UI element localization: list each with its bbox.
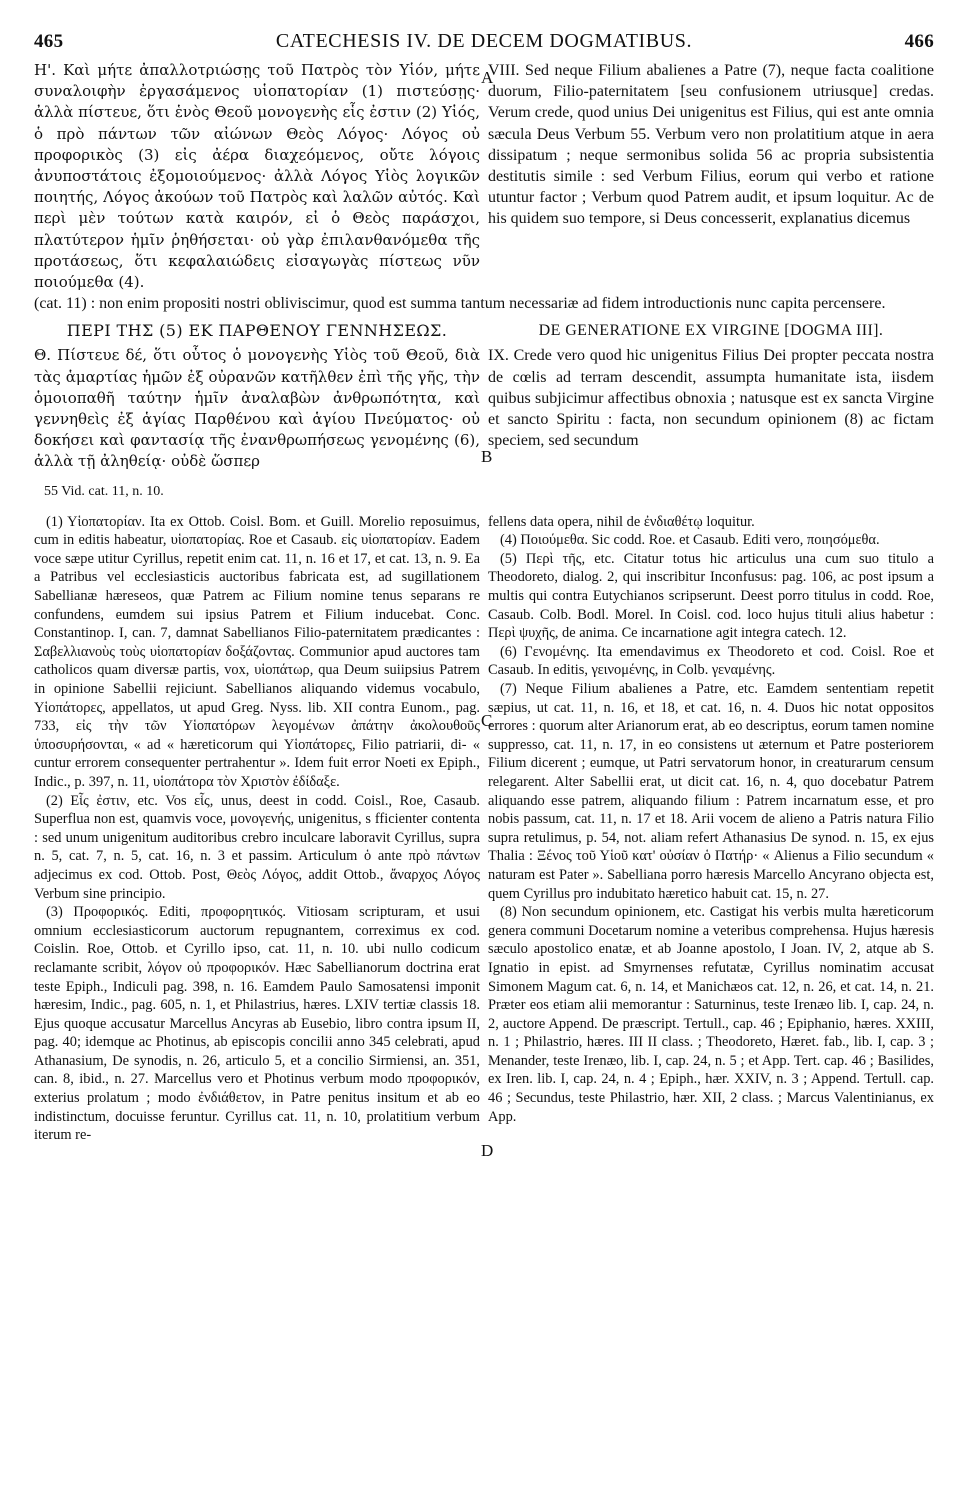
section9-headings	[34, 314, 934, 345]
section8-latin: VIII. Sed neque Filium abalienes a Patre (7), neque facta coalitione duorum, Filio-paternitatem [seu confusionem utriusque] credas. Verum crede, quod unius Dei unigenitus est Filius, qui est ante omnia sæcula Deus Verbum 55. Verbum vero non prolatitium atque in aera dissipatum ; neque sermonibus solida 56 ac propria subsistentia destitutis simile : sed Verbum Filius, eorum qui verbo et ratione utuntur factor ; Verbum quod Patrem audit, et ipsum loquitur. Ac de his quidem suo tempore, si Deus concesserit, explanatius dicemus	[488, 62, 934, 228]
section9-greek-heading: ΠΕΡΙ ΤΗΣ (5) ΕΚ ΠΑΡΘΕΝΟΥ ΓΕΝΝΗΣΕΩΣ.	[66, 321, 448, 341]
note-1: (1) Υἱοπατορίαν. Ita ex Ottob. Coisl. Bom. et Guill. Morelio reposuimus, cum in editis habeatur, υἱοπατορίας. Roe et Casaub. εἰς υἱοπατορίαν. Eadem voce sæpe utitur Cyrillus, repetit enim cat. 11, n. 16 et 17, et cat. 13, n. 9. Ea a Patribus vel ecclesiasticis auctoribus fabricata est, ad sugillationem Sabellianæ hæreseos, quæ Patrem ac Filium nomine tenus separans re confundens, eumdem sui ipsius Patrem et Filium inducebat. Conc. Constantinop. I, can. 7, damnat Sabellianos Filio-paternitatem prædicantes : Σαβελλιανοὺς τοὺς υἱοπατορίαν δοξάζοντας. Communior apud auctores tam catholicos quam diversæ partis, vox, υἱοπάτωρ, qua Deum suiipsius Patrem in opinione Sabellii rejiciunt. Sabellianos aliquando videmus vocabulo, Υἱοπάτορες, appellatos, ut apud Greg. Nyss. lib. XII contra Eunom., pag. 733, εἰς τὴν τῶν Υἱοπατόρων λεγομένων ἀπάτην ἀκολουθοῦς ὑποσυρήσονται, « ad « hæreticorum qui Υἱοπάτορες, Filio patriarii, di- « cuntur errorem consequenter pertrahentur ». Idem fuit error Noeti ex Epiph., Indic., p. 397, n. 11, υἱοπάτορα τὸν Χριστὸν ἐδίδαξε.	[34, 513, 480, 790]
footnote-55: 55 Vid. cat. 11, n. 10.	[44, 483, 164, 499]
section9-greek: Θ. Πίστευε δέ, ὅτι οὗτος ὁ μονογενὴς Υἱὸς τοῦ Θεοῦ, διὰ τὰς ἁμαρτίας ἡμῶν ἐξ οὐρανῶν κατῆλθεν ἐπὶ τῆς γῆς, τὴν ὁμοιοπαθῆ ταύτην ἡμῖν ἀναλαβὼν ἀνθρωπότητα, καὶ γεννηθεὶς ἐξ ἁγίας Παρθένου καὶ ἁγίου Πνεύματος· οὐ δοκήσει καὶ φαντασίᾳ τῆς ἐνανθρωπήσεως γενομένης (6), ἀλλὰ τῇ ἀληθείᾳ· οὐδὲ ὥσπερ	[34, 346, 480, 471]
right-page-number: 466	[904, 31, 934, 52]
note-3-continuation: fellens data opera, nihil de ἐνδιαθέτῳ loquitur.	[488, 513, 755, 530]
note-8: (8) Non secundum opinionem, etc. Castigat his verbis multa hæreticorum genera communi Docetarum nomine a veteribus comprehensa. Hujus hæresis sæculo apostolico enatæ, et ab Joanne apostolo, I Joan. IV, 2, atque ab S. Ignatio in epist. ad Smyrnenses refutatæ, Cyrillus nominatim accusat Simonem Magum cat. 6, n. 14, et Manichæos cat. 12, n. 26, et cat. 14, n. 21. Præter eos etiam alii memorantur : Saturninus, teste Irenæo lib. I, cap. 24, n. 2, auctore Append. De præscript. Tertull., cap. 46 ; Epiphanio, hæres. XXIII, n. 1 ; Philastrio, hæres. III II class. ; Theodoreto, Hæret. fab., lib. I, cap. 3 ; Menander, teste Irenæo, lib. I, cap. 24, n. 5 ; et App. Tert. cap. 46 ; Basilides, ex Iren. lib. I, cap. 24, n. 4 ; Epiph., hær. XXIV, n. 3 ; Append. Tertull. cap. 46 ; Secundus, teste Philastrio, hær. XII, 2 class. ; Marcus Valentinianus, ex App.	[488, 904, 934, 1125]
section8-columns	[34, 60, 934, 293]
note-2: (2) Εἷς ἐστιν, etc. Vos εἷς, unus, deest in codd. Coisl., Roe, Casaub. Superflua non est, quamvis voce, μονογενής, unigenitus, s fficienter contenta : sed unum unigenitum auditoribus crebro inculcare laboravit Cyrillus, supra n. 5, cat. 7, n. 5, cat. 16, n. 3 et passim. Articulum ὁ ante πρὸ πάντων adjecimus ex cod. Ottob. Post, Θεὸς Λόγος, addit Ottob., ἄναρχος Λόγος Verbum sine principio.	[34, 792, 480, 902]
running-header	[34, 30, 934, 60]
notes-columns	[34, 513, 934, 1160]
note-5: (5) Περὶ τῆς, etc. Citatur totus hic articulus una cum suo titulo a Theodoreto, dialog. 2, qui inscribitur Inconfusus: pag. 106, ac post ipsum a multis qui contra Eutychianos scripserunt. Deest porro titulus in codd. Roe, Casaub. Colb. Bodl. Morel. In Coisl. cod. loco hujus tituli alius habetur : Περὶ ψυχῆς, de anima. Ce incarnatione agit integra catech. 12.	[488, 550, 934, 642]
note-4: (4) Ποιούμεθα. Sic codd. Roe. et Casaub. Editi vero, ποιησόμεθα.	[500, 532, 880, 549]
left-page-number: 465	[34, 31, 64, 52]
notes-right	[488, 513, 934, 1145]
margin-letter-c: C	[481, 710, 493, 730]
note-7: (7) Neque Filium abalienes a Patre, etc. Eamdem sententiam repetit sæpius, ut cat. 11, n. 16, et 18, et cat. 16, n. 4. Duos hic notat oppositos errores : quorum alter Arianorum erat, ab eo descriptus, eorum tamen nomine suppresso, cat. 11, n. 17, in eo consistens ut æternum et Patre posteriorem Filium dicerent ; eumque, ut Patri servatorum honor, in creaturarum censum relegarent. Alter Sabellii erat, ut dicit cat. 16, n. 4, quo docebatur Patrem aliquando esse patrem, aliquando filium : Patrem incarnatum esse, et pro nobis passum, cat. 11, n. 17 et 18. Arii vocem de alieno a Patris natura Filio supra retulimus, p. 54, not. aliam refert Athanasius De synod. n. 15, ex ejus Thalia : Ξένος τοῦ Υἱοῦ κατ' οὐσίαν ὁ Πατήρ· « Alienus a Filio secundum « naturam est Pater ». Sabelliana porro hæresis Marcello Ancyrano objecta est, quem Cyrillus pro indubitato hæretico habuit cat. 15, n. 27.	[488, 681, 934, 902]
section8-greek: Η'. Καὶ μήτε ἀπαλλοτριώσῃς τοῦ Πατρὸς τὸν Υἱόν, μήτε συναλοιφὴν ἐργασάμενος υἱοπατορίαν (1) πιστεύσῃς· ἀλλὰ πίστευε, ὅτι ἑνὸς Θεοῦ μονογενὴς εἷς ἐστιν (2) Υἱός, ὁ πρὸ πάντων τῶν αἰώνων Θεὸς Λόγος· Λόγος οὐ προφορικὸς (3) εἰς ἀέρα διαχεόμενος, οὔτε λόγοις ἀνυποστάτοις ἐξομοιούμενος· ἀλλὰ Λόγος Υἱὸς λογικῶν ποιητής, Λόγος ἀκούων τοῦ Πατρὸς καὶ λαλῶν αὐτός. Καὶ περὶ μὲν τούτων κατὰ καιρόν, εἰ ὁ Θεὸς παράσχοι, πλατύτερον ἡμῖν ῥηθήσεται· οὐ γὰρ ἐπιλανθανόμεθα τῆς προτάσεως, ὅτι κεφαλαιώδεις εἰσαγωγὰς πίστεως νῦν ποιούμεθα (4).	[34, 61, 480, 292]
running-title: CATECHESIS IV. DE DECEM DOGMATIBUS.	[275, 30, 693, 52]
note-6: (6) Γενομένης. Ita emendavimus ex Theodoreto et cod. Coisl. Roe et Casaub. In editis, γεινομένης, in Colb. γεναμένης.	[488, 643, 934, 679]
margin-letter-b: B	[481, 447, 493, 467]
page	[34, 30, 934, 1160]
margin-letter-d: D	[481, 1140, 494, 1160]
notes-left	[34, 513, 480, 1145]
section9-latin: IX. Crede vero quod hic unigenitus Filius Dei propter peccata nostra de cœlis ad terram descendit, assumpta humanitate ista, iisdem quibus subjicimur affectibus obnoxia ; natusque est ex sancta Virgine et sancto Spiritu : facta, non secundum opinionem (8) ac fictam speciem, sed secundum	[488, 347, 934, 450]
section8-continuation: (cat. 11) : non enim propositi nostri obliviscimur, quod est summa tantum necessariæ ad fidem introductionis nunc capita percensere.	[34, 295, 886, 313]
section9-columns	[34, 345, 934, 472]
margin-letter-a: A	[481, 68, 494, 87]
note-3: (3) Προφορικός. Editi, προφορητικός. Vitiosam scripturam, et usui omnium ecclesiasticorum auctorum repugnantem, correximus ex cod. Coislin. Roe, Ottob. et Cyrillo ipso, cat. 11, n. 10. ubi nullo codicum reclamante scribit, λόγον οὐ προφορικόν. Hæc Sabellianorum doctrina erat teste Epiph., Indiculi pag. 398, n. 16. Eamdem Paulo Samosatensi imponit hæresim, Indic., pag. 605, n. 1, et Philastrius, hæres. LXIV tertiæ classis 18. Ejus quoque accusatur Marcellus Ancyras ab Eusebio, libro contra ipsum II, pag. 40; idemque ac Photinus, ab episcopis concilii anno 345 celebrati, apud Athanasium, De synodis, n. 26, articulo 5, et a concilio Sirmiensi, an. 351, can. 8, ibid., n. 27. Marcellus vero et Photinus verbum modo προφορικόν, exterius prolatum ; modo ἐνδιάθετον, in Patre penitus insitum et ab eo indistinctum, docuisse feruntur. Cyrillus cat. 11, n. 10, prolatitium verbum iterum re-	[34, 904, 480, 1144]
section9-latin-heading: DE GENERATIONE EX VIRGINE [DOGMA III].	[538, 322, 884, 340]
